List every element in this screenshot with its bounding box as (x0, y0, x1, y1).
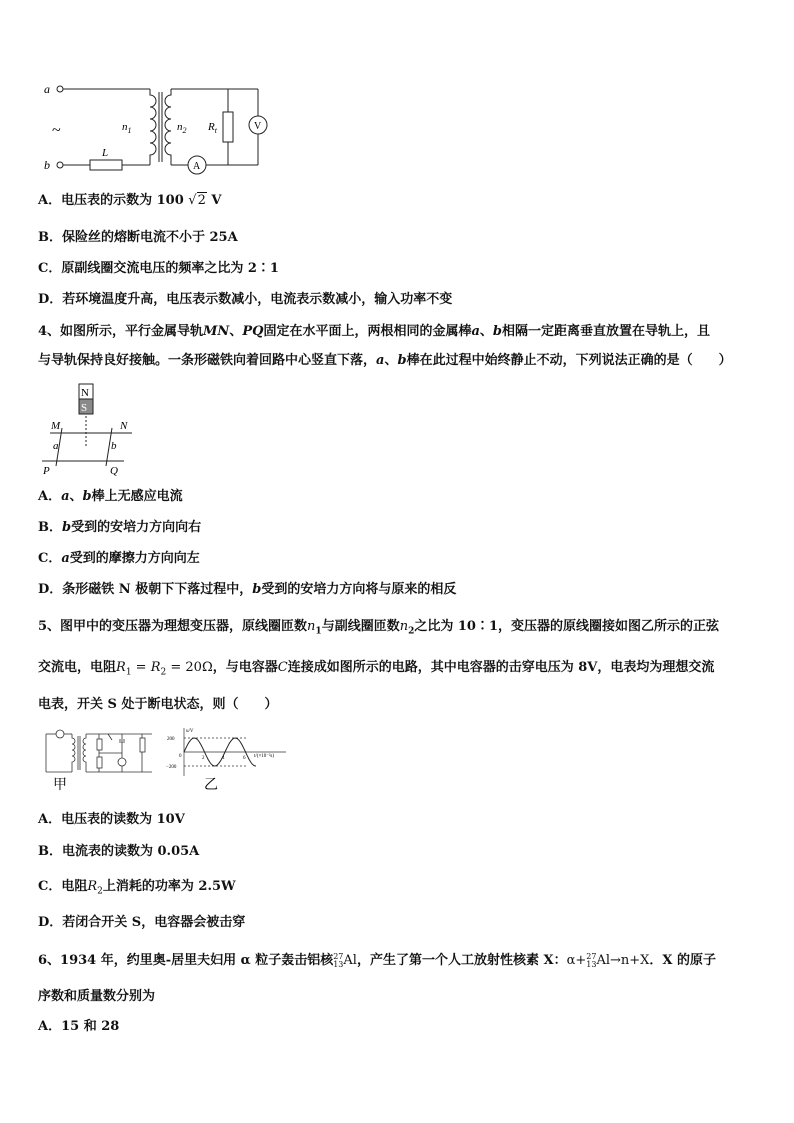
transformer-circuit-figure (40, 78, 275, 178)
svg-text:4: 4 (222, 756, 225, 761)
q5-stem-line2: 交流电，电阻$R_1 = R_2 = 20\Omega$，与电容器C连接成如图所示的电路，其中电容器的击穿电压为 8V，电表均为理想交流 (38, 660, 715, 678)
q3-option-a: A．电压表的示数为 100 √2 V (38, 193, 222, 208)
q4-option-c: C．a受到的摩擦力方向向左 (38, 551, 200, 566)
svg-text:N: N (81, 387, 89, 399)
svg-text:200: 200 (167, 737, 175, 742)
sqrt-symbol: √2 (188, 193, 206, 208)
q5-stem-line1: 5、图甲中的变压器为理想变压器，原线圈匝数$n_1$与副线圈匝数$n_2$之比为 10∶1，变压器的原线圈接如图乙所示的正弦 (38, 619, 720, 637)
svg-text:6: 6 (243, 756, 246, 761)
fuse-L (90, 160, 122, 170)
label-n1: $n_1$ (122, 121, 132, 135)
label-jia: 甲 (53, 778, 67, 793)
svg-text:t/(×10⁻²s): t/(×10⁻²s) (254, 754, 275, 759)
q6-option-a: A．15 和 28 (38, 1019, 120, 1034)
svg-text:P: P (43, 465, 50, 477)
q5-option-a: A．电压表的读数为 10V (38, 812, 185, 827)
label-Rt: $R_t$ (208, 121, 217, 135)
terminal-b (57, 162, 63, 168)
q5-stem-line3: 电表，开关 S 处于断电状态，则（ ） (38, 697, 278, 712)
svg-text:b: b (111, 440, 117, 452)
svg-text:u/V: u/V (186, 729, 194, 734)
q3-option-b: B．保险丝的熔断电流不小于 25A (38, 230, 238, 245)
q6-stem-line1: 6、1934 年，约里奥-居里夫妇用 α 粒子轰击铝核 27 13 Al，产生了第一个人工放射性核素 X：α+ 27 13 Al→n+X．X 的原子 (38, 951, 717, 969)
label-n2: $n_2$ (177, 121, 187, 135)
q3-option-d: D．若环境温度升高，电压表示数减小，电流表示数减小，输入功率不变 (38, 292, 453, 307)
svg-text:2: 2 (202, 756, 205, 761)
svg-text:0: 0 (179, 754, 182, 759)
terminal-a (57, 86, 63, 92)
q4-option-a: A．a、b棒上无感应电流 (38, 489, 183, 504)
figure-yi-graph (166, 726, 290, 794)
q5-option-b: B．电流表的读数为 0.05A (38, 844, 200, 859)
label-b: b (44, 158, 50, 172)
svg-text:−200: −200 (166, 765, 177, 770)
label-V: V (254, 121, 262, 132)
svg-text:a: a (53, 440, 59, 452)
q4-stem-line2: 与导轨保持良好接触。一条形磁铁向着回路中心竖直下落，a、b棒在此过程中始终静止不动，下列说法正确的是（ ） (38, 353, 732, 368)
q4-option-b: B．b受到的安培力方向向右 (38, 520, 202, 535)
label-A: A (193, 161, 201, 172)
figure-jia-circuit (42, 726, 162, 794)
q4-stem-line1: 4、如图所示，平行金属导轨MN、PQ固定在水平面上，两根相同的金属棒a、b相隔一定距离垂直放置在导轨上，且 (38, 324, 711, 339)
rails-magnet-figure (40, 382, 140, 477)
svg-text:N: N (120, 420, 128, 432)
q5-option-d: D．若闭合开关 S，电容器会被击穿 (38, 915, 246, 930)
svg-text:M: M (51, 420, 61, 432)
label-yi: 乙 (204, 778, 218, 793)
label-a: a (44, 82, 50, 96)
q6-stem-line2: 序数和质量数分别为 (38, 989, 156, 1004)
svg-text:S: S (81, 402, 88, 414)
secondary-coil (165, 89, 171, 165)
primary-coil (150, 89, 156, 165)
q5-option-c: C．电阻$R_2$上消耗的功率为 2.5W (38, 879, 236, 897)
q4-option-d: D．条形磁铁 N 极朝下下落过程中，b受到的安培力方向将与原来的相反 (38, 582, 457, 597)
svg-text:Q: Q (110, 465, 118, 477)
q3-option-c: C．原副线圈交流电压的频率之比为 2∶1 (38, 261, 279, 276)
thermistor-Rt (223, 112, 233, 142)
ac-source-symbol: ~ (52, 122, 61, 139)
label-L: L (102, 147, 109, 159)
